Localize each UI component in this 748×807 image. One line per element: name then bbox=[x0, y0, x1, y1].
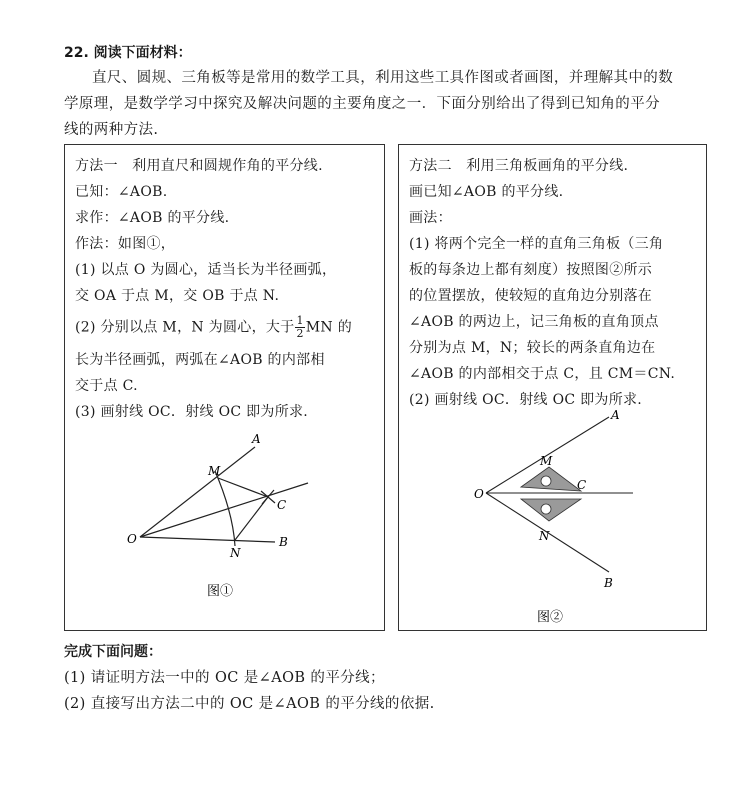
method-one-construct: 求作：∠AOB 的平分线. bbox=[75, 210, 230, 226]
label-C: C bbox=[577, 478, 587, 492]
lower-set-square-hole bbox=[541, 504, 551, 514]
intro-line-2: 学原理，是数学学习中探究及解决问题的主要角度之一．下面分别给出了得到已知角的平分 bbox=[64, 96, 660, 112]
label-N: N bbox=[230, 546, 241, 560]
label-N: N bbox=[539, 529, 550, 543]
method-two-step1a: (1) 将两个完全一样的直角三角板（三角 bbox=[409, 236, 664, 252]
method-two-heading: 方法二 利用三角板画角的平分线. bbox=[409, 158, 629, 174]
arc-MN bbox=[215, 471, 235, 546]
label-O: O bbox=[474, 487, 484, 501]
method-one-step1b: 交 OA 于点 M，交 OB 于点 N. bbox=[75, 288, 280, 304]
method-one-heading: 方法一 利用直尺和圆规作角的平分线. bbox=[75, 158, 323, 174]
figure-two-caption: 图② bbox=[537, 610, 564, 625]
intro-line-3: 线的两种方法. bbox=[64, 122, 159, 138]
label-M: M bbox=[540, 454, 553, 468]
upper-set-square-hole bbox=[541, 476, 551, 486]
label-B: B bbox=[279, 535, 288, 549]
method-two-step1d: ∠AOB 的两边上，记三角板的直角顶点 bbox=[409, 314, 659, 330]
intro-line-1: 直尺、圆规、三角板等是常用的数学工具，利用这些工具作图或者画图，并理解其中的数 bbox=[92, 70, 674, 86]
step2-text-a: (2) 分别以点 M，N 为圆心，大于 bbox=[75, 319, 295, 336]
label-B: B bbox=[604, 576, 613, 590]
ray-OA bbox=[140, 447, 255, 537]
method-one-step2c: 交于点 C. bbox=[75, 378, 138, 394]
questions-title: 完成下面问题： bbox=[64, 644, 162, 660]
method-one-step1a: (1) 以点 O 为圆心，适当长为半径画弧， bbox=[75, 262, 337, 278]
label-A: A bbox=[252, 432, 261, 446]
figure-two bbox=[399, 407, 706, 629]
label-C: C bbox=[277, 498, 287, 512]
figure-one bbox=[65, 425, 384, 625]
method-two-step1e: 分别为点 M，N；较长的两条直角边在 bbox=[409, 340, 656, 356]
ray-OB bbox=[140, 537, 275, 542]
method-two-task: 画已知∠AOB 的平分线. bbox=[409, 184, 564, 200]
step2-text-b: MN 的 bbox=[305, 319, 353, 336]
segment-MC bbox=[218, 478, 268, 497]
method-two-step2: (2) 画射线 OC．射线 OC 即为所求. bbox=[409, 392, 643, 408]
label-M: M bbox=[208, 464, 221, 478]
method-two-step1f: ∠AOB 的内部相交于点 C，且 CM＝CN. bbox=[409, 366, 676, 382]
method-two-step1b: 板的每条边上都有刻度）按照图②所示 bbox=[409, 262, 653, 278]
method-one-steps-label: 作法：如图①， bbox=[75, 236, 176, 252]
question-1: (1) 请证明方法一中的 OC 是∠AOB 的平分线； bbox=[64, 670, 385, 686]
label-A: A bbox=[611, 408, 620, 422]
method-one-box bbox=[64, 144, 385, 631]
half-fraction bbox=[295, 315, 304, 340]
problem-title: 22. 阅读下面材料： bbox=[64, 45, 192, 61]
method-one-step3: (3) 画射线 OC．射线 OC 即为所求. bbox=[75, 404, 309, 420]
method-two-box bbox=[398, 144, 707, 631]
label-O: O bbox=[127, 532, 137, 546]
question-2: (2) 直接写出方法二中的 OC 是∠AOB 的平分线的依据. bbox=[64, 696, 435, 712]
fraction-numerator: 1 bbox=[296, 314, 304, 327]
method-one-step2b: 长为半径画弧，两弧在∠AOB 的内部相 bbox=[75, 352, 325, 368]
method-one-given: 已知：∠AOB. bbox=[75, 184, 168, 200]
method-two-step1c: 的位置摆放，使较短的直角边分别落在 bbox=[409, 288, 653, 304]
method-two-steps-label: 画法： bbox=[409, 210, 452, 226]
fraction-denominator: 2 bbox=[296, 327, 304, 340]
figure-one-caption: 图① bbox=[207, 584, 234, 599]
method-one-step2a bbox=[75, 315, 352, 340]
